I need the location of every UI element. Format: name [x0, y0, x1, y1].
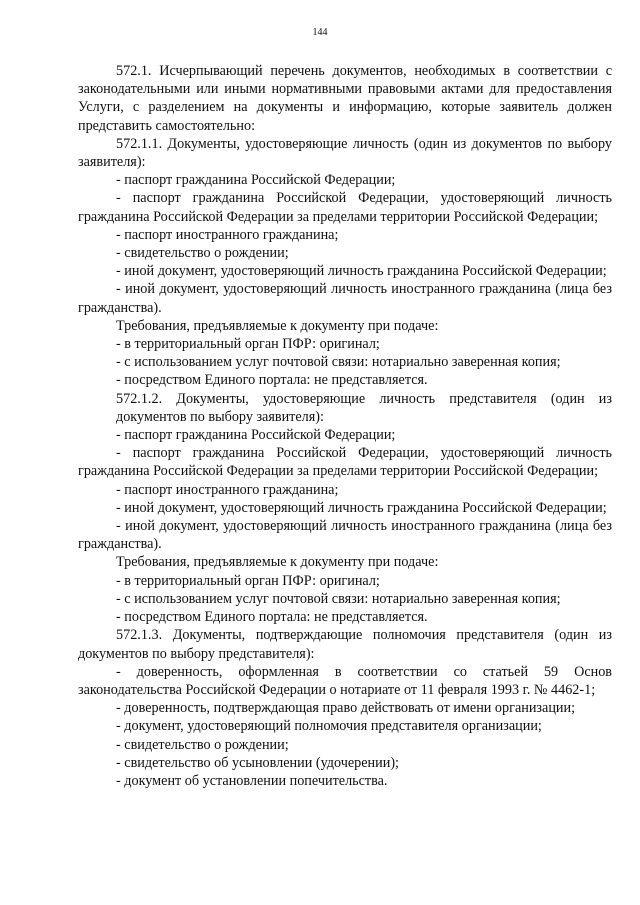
paragraph: 572.1.2. Документы, удостоверяющие личность представителя (один из документов по выбору заявителя): — [116, 390, 612, 425]
document-body — [78, 62, 612, 790]
list-item: - иной документ, удостоверяющий личность гражданина Российской Федерации; — [116, 263, 607, 280]
list-item: - с использованием услуг почтовой связи: нотариально заверенная копия; — [116, 590, 561, 607]
paragraph: Требования, предъявляемые к документу при подаче: — [116, 554, 439, 571]
list-item: - паспорт иностранного гражданина; — [116, 481, 339, 498]
list-item: - в территориальный орган ПФР: оригинал; — [116, 572, 380, 589]
list-item: - паспорт гражданина Российской Федерации; — [116, 427, 396, 444]
list-item: - паспорт гражданина Российской Федерации, удостоверяющий личность гражданина Российской Федерации за пределами территории Российской Федерации; — [78, 190, 612, 225]
list-item: - документ, удостоверяющий полномочия представителя организации; — [116, 718, 542, 735]
paragraph: 572.1.3. Документы, подтверждающие полномочия представителя (один из документов по выбору представителя): — [78, 627, 612, 662]
list-item: - иной документ, удостоверяющий личность иностранного гражданина (лица без гражданства). — [78, 518, 612, 553]
paragraph: 572.1. Исчерпывающий перечень документов, необходимых в соответствии с законодательными или иными нормативными правовыми актами для предоставления Услуги, с разделением на документы и информацию, которые заявитель должен представить самостоятельно: — [78, 63, 612, 134]
list-item: - иной документ, удостоверяющий личность гражданина Российской Федерации; — [116, 499, 607, 516]
list-item: - иной документ, удостоверяющий личность иностранного гражданина (лица без гражданства). — [78, 281, 612, 316]
list-item: - паспорт гражданина Российской Федерации, удостоверяющий личность гражданина Российской Федерации за пределами территории Российской Федерации; — [78, 445, 612, 480]
list-item: - свидетельство о рождении; — [116, 736, 289, 753]
page-number: 144 — [312, 27, 328, 38]
paragraph: 572.1.1. Документы, удостоверяющие личность (один из документов по выбору заявителя): — [78, 135, 612, 171]
list-item: - свидетельство об усыновлении (удочерении); — [116, 754, 399, 771]
list-item: - паспорт гражданина Российской Федерации; — [116, 172, 396, 189]
list-item: - в территориальный орган ПФР: оригинал; — [116, 336, 380, 353]
list-item: - документ об установлении попечительства. — [116, 772, 388, 789]
list-item: - посредством Единого портала: не представляется. — [116, 372, 428, 389]
list-item: - посредством Единого портала: не представляется. — [116, 609, 428, 626]
list-item: - паспорт иностранного гражданина; — [116, 226, 339, 243]
list-item: - доверенность, оформленная в соответствии со статьей 59 Основ законодательства Российской Федерации о нотариате от 11 февраля 1993 г. № 4462-1; — [78, 663, 612, 698]
paragraph: Требования, предъявляемые к документу при подаче: — [116, 317, 439, 334]
list-item: - доверенность, подтверждающая право действовать от имени организации; — [116, 700, 576, 717]
list-item: - свидетельство о рождении; — [116, 245, 289, 262]
list-item: - с использованием услуг почтовой связи: нотариально заверенная копия; — [116, 354, 561, 371]
